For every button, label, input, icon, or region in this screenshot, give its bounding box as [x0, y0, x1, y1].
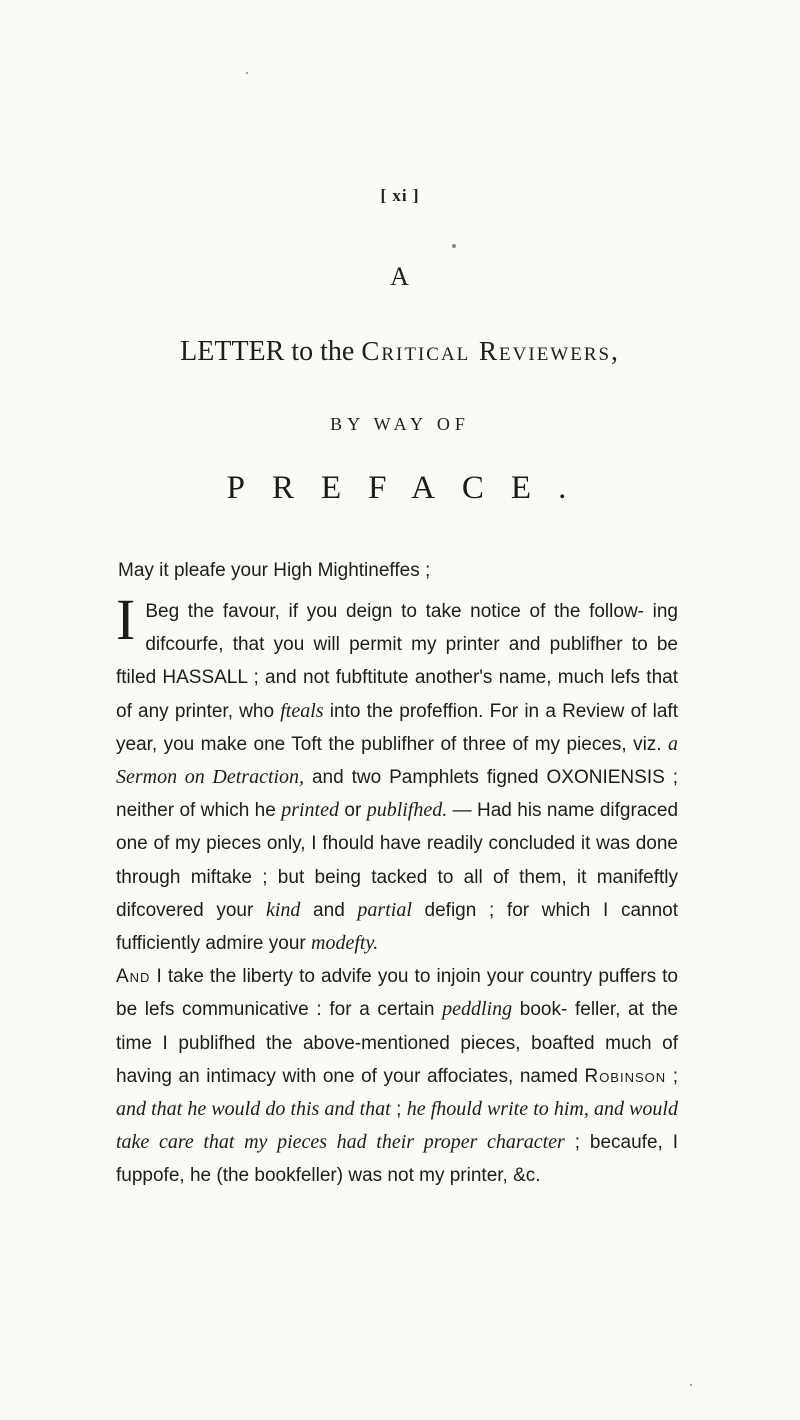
text-run: and	[300, 899, 358, 921]
title-letter: LETTER	[180, 336, 285, 367]
italic-run: peddling	[442, 998, 513, 1021]
text-run: Beg the favour, if you deign to take notice of the follow- ing difcourfe, that you will permit my printer and publifher to be ftiled HASSALL ; and not fubftitute another's name, much lefs that of any printer, who	[116, 601, 678, 722]
italic-run: publifhed.	[366, 799, 448, 822]
text-run: I take the liberty to advife you to injoin your country puffers to be lefs communicative : for a certain	[116, 966, 678, 1021]
drop-cap: I	[116, 587, 136, 652]
text-run: and two Pamphlets figned OXONIENSIS ; neither of which he	[116, 767, 678, 822]
title-to-the: to the	[291, 336, 355, 367]
title-line	[0, 336, 800, 368]
italic-run: he fhould write to him, and would take care that my pieces had their proper character	[116, 1098, 678, 1154]
italic-run: fteals	[280, 699, 324, 722]
text-run: ; becaufe, I fuppofe, he (the bookfeller) was not my printer, &c.	[116, 1132, 678, 1187]
text-run: or	[339, 800, 367, 822]
paper-speck	[246, 72, 248, 74]
person-name: Robinson	[584, 1065, 667, 1087]
italic-run: modefty.	[311, 932, 379, 955]
letter-body	[116, 587, 679, 1193]
text-run: into the profeffion. For in a Review of laft year, you make one Toft the publifher of three of my pieces, viz.	[116, 700, 678, 755]
paragraph-2	[116, 960, 678, 1192]
paper-speck	[690, 1384, 692, 1386]
italic-run: partial	[357, 898, 412, 921]
italic-run: kind	[265, 898, 301, 921]
paper-speck	[452, 244, 456, 248]
paragraph-lead: And	[116, 966, 151, 988]
text-run: ;	[666, 1065, 678, 1087]
subtitle-by-way-of: BY WAY OF	[330, 414, 470, 434]
heading-article: A	[390, 262, 410, 291]
text-run: book- feller, at the time I publifhed the above-mentioned pieces, boafted much of having an intimacy with one of your affociates, named	[116, 999, 678, 1087]
italic-run: and that he would do this and that	[116, 1098, 391, 1121]
title-critical-reviewers: Critical Reviewers,	[361, 336, 620, 366]
paragraph-1	[116, 587, 679, 960]
preface-heading: PREFACE.	[226, 470, 594, 506]
text-run: defign ; for which I cannot fufficiently admire your	[116, 899, 678, 955]
italic-run: a Sermon on Detraction,	[116, 732, 678, 789]
italic-run: printed	[281, 799, 339, 822]
text-run: — Had his name difgraced one of my pieces only, I fhould have readily concluded it was done through miftake ; but being tacked to all of them, it manifeftly difcovered your	[116, 800, 679, 921]
text-run: ;	[390, 1099, 407, 1121]
page-number: [ xi ]	[380, 186, 420, 205]
salutation: May it pleafe your High Mightineffes ;	[118, 560, 431, 581]
